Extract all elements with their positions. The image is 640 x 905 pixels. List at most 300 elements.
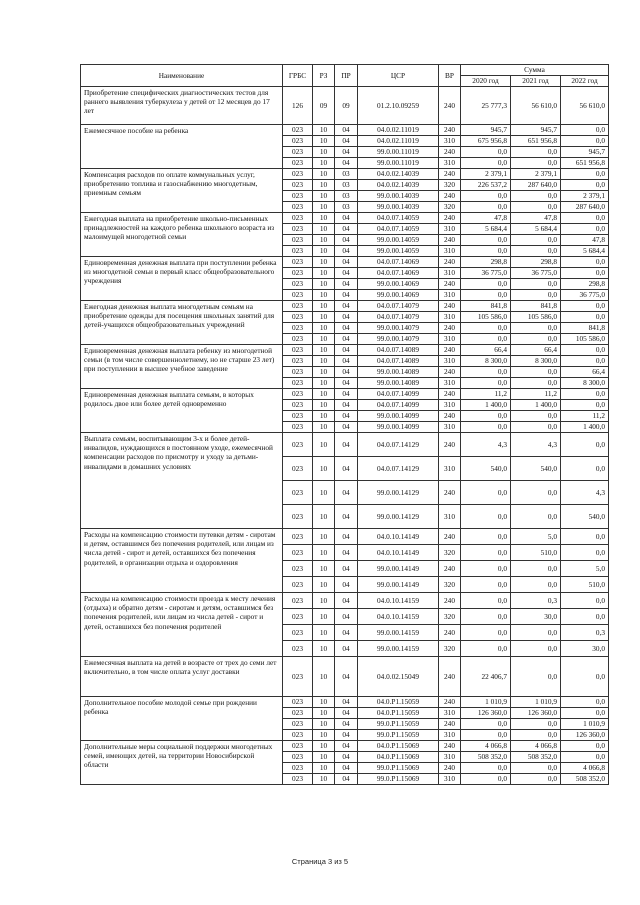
rz-cell: 10 <box>313 323 335 334</box>
csr-cell: 99.0.00.14149 <box>358 577 439 593</box>
vr-cell: 310 <box>439 334 461 345</box>
sum-2022-cell: 0,0 <box>561 125 609 136</box>
sum-2021-cell: 0,0 <box>511 323 561 334</box>
grbs-cell: 023 <box>283 763 313 774</box>
sum-2021-cell: 105 586,0 <box>511 312 561 323</box>
pr-cell: 04 <box>335 625 358 641</box>
vr-cell: 240 <box>439 411 461 422</box>
pr-cell: 04 <box>335 345 358 356</box>
vr-cell: 240 <box>439 367 461 378</box>
item-name-cell: Ежемесячная выплата на детей в возрасте от трех до семи лет включительно, в том числе оплата услуг доставки <box>81 657 283 697</box>
sum-2021-cell: 0,3 <box>511 593 561 609</box>
vr-cell: 310 <box>439 158 461 169</box>
item-name-cell: Выплата семьям, воспитывающим 3-х и более детей-инвалидов, нуждающихся в постоянном уходе, ежемесячной компенсации расходов по присмотру и уходу за детьми-инвалидами в домашних условиях <box>81 433 283 529</box>
rz-cell: 10 <box>313 268 335 279</box>
vr-cell: 310 <box>439 136 461 147</box>
sum-2022-cell: 5,0 <box>561 561 609 577</box>
grbs-cell: 023 <box>283 481 313 505</box>
csr-cell: 99.0.00.11019 <box>358 158 439 169</box>
pr-cell: 04 <box>335 641 358 657</box>
csr-cell: 99.0.00.14059 <box>358 235 439 246</box>
sum-2021-cell: 0,0 <box>511 191 561 202</box>
sum-2022-cell: 2 379,1 <box>561 191 609 202</box>
sum-2020-cell: 945,7 <box>461 125 511 136</box>
rz-cell: 10 <box>313 356 335 367</box>
grbs-cell: 023 <box>283 433 313 457</box>
sum-2021-cell: 0,0 <box>511 422 561 433</box>
pr-cell: 04 <box>335 323 358 334</box>
csr-cell: 04.0.07.14059 <box>358 224 439 235</box>
rz-cell: 10 <box>313 290 335 301</box>
pr-cell: 04 <box>335 125 358 136</box>
rz-cell: 10 <box>313 169 335 180</box>
pr-cell: 04 <box>335 657 358 697</box>
grbs-cell: 023 <box>283 730 313 741</box>
sum-2021-cell: 0,0 <box>511 334 561 345</box>
pr-cell: 04 <box>335 545 358 561</box>
grbs-cell: 023 <box>283 312 313 323</box>
rz-cell: 10 <box>313 763 335 774</box>
item-name-cell: Ежемесячное пособие на ребенка <box>81 125 283 169</box>
grbs-cell: 023 <box>283 147 313 158</box>
pr-cell: 04 <box>335 481 358 505</box>
header-csr: ЦСР <box>358 65 439 87</box>
vr-cell: 240 <box>439 625 461 641</box>
sum-2021-cell: 841,8 <box>511 301 561 312</box>
rz-cell: 10 <box>313 301 335 312</box>
vr-cell: 310 <box>439 378 461 389</box>
sum-2021-cell: 0,0 <box>511 561 561 577</box>
sum-2021-cell: 126 360,0 <box>511 708 561 719</box>
rz-cell: 10 <box>313 367 335 378</box>
item-name-cell: Единовременная денежная выплата семьям, в которых родилось двое или более детей одновременно <box>81 389 283 433</box>
sum-2022-cell: 945,7 <box>561 147 609 158</box>
vr-cell: 240 <box>439 323 461 334</box>
grbs-cell: 023 <box>283 411 313 422</box>
sum-2021-cell: 298,8 <box>511 257 561 268</box>
sum-2021-cell: 2 379,1 <box>511 169 561 180</box>
rz-cell: 10 <box>313 593 335 609</box>
sum-2020-cell: 0,0 <box>461 719 511 730</box>
sum-2021-cell: 56 610,0 <box>511 87 561 125</box>
sum-2022-cell: 126 360,0 <box>561 730 609 741</box>
vr-cell: 240 <box>439 147 461 158</box>
sum-2021-cell: 1 010,9 <box>511 697 561 708</box>
sum-2022-cell: 508 352,0 <box>561 774 609 785</box>
csr-cell: 04.0.10.14159 <box>358 593 439 609</box>
grbs-cell: 023 <box>283 697 313 708</box>
sum-2021-cell: 11,2 <box>511 389 561 400</box>
rz-cell: 10 <box>313 752 335 763</box>
rz-cell: 10 <box>313 433 335 457</box>
sum-2022-cell: 4,3 <box>561 481 609 505</box>
sum-2020-cell: 0,0 <box>461 290 511 301</box>
csr-cell: 04.0.07.14089 <box>358 345 439 356</box>
sum-2021-cell: 0,0 <box>511 763 561 774</box>
csr-cell: 99.0.00.14099 <box>358 422 439 433</box>
sum-2022-cell: 36 775,0 <box>561 290 609 301</box>
sum-2020-cell: 0,0 <box>461 202 511 213</box>
rz-cell: 10 <box>313 422 335 433</box>
vr-cell: 320 <box>439 545 461 561</box>
vr-cell: 310 <box>439 752 461 763</box>
sum-2022-cell: 540,0 <box>561 505 609 529</box>
pr-cell: 04 <box>335 356 358 367</box>
sum-2022-cell: 0,0 <box>561 136 609 147</box>
sum-2022-cell: 0,0 <box>561 593 609 609</box>
vr-cell: 310 <box>439 708 461 719</box>
pr-cell: 04 <box>335 378 358 389</box>
csr-cell: 04.0.07.14099 <box>358 389 439 400</box>
item-name-cell: Ежегодная денежная выплата многодетным семьям на приобретение одежды для посещения школьных занятий для детей-учащихся общеобразовательных учреждений <box>81 301 283 345</box>
sum-2020-cell: 0,0 <box>461 641 511 657</box>
csr-cell: 04.0.10.14149 <box>358 545 439 561</box>
table-row <box>81 345 609 356</box>
csr-cell: 99.0.P1.15059 <box>358 719 439 730</box>
grbs-cell: 023 <box>283 741 313 752</box>
csr-cell: 99.0.00.14039 <box>358 191 439 202</box>
csr-cell: 99.0.00.14159 <box>358 641 439 657</box>
csr-cell: 04.0.07.14129 <box>358 433 439 457</box>
grbs-cell: 023 <box>283 290 313 301</box>
grbs-cell: 023 <box>283 752 313 763</box>
table-row <box>81 213 609 224</box>
csr-cell: 04.0.07.14079 <box>358 301 439 312</box>
rz-cell: 10 <box>313 180 335 191</box>
grbs-cell: 023 <box>283 609 313 625</box>
sum-2022-cell: 0,0 <box>561 741 609 752</box>
vr-cell: 310 <box>439 774 461 785</box>
sum-2020-cell: 675 956,8 <box>461 136 511 147</box>
rz-cell: 10 <box>313 505 335 529</box>
grbs-cell: 023 <box>283 169 313 180</box>
item-name-cell: Единовременная денежная выплата ребенку из многодетной семьи (в том числе совершеннолетнему, но не старше 23 лет) при поступлении в высшее учебное заведение <box>81 345 283 389</box>
sum-2020-cell: 11,2 <box>461 389 511 400</box>
rz-cell: 10 <box>313 708 335 719</box>
grbs-cell: 023 <box>283 180 313 191</box>
sum-2021-cell: 0,0 <box>511 719 561 730</box>
sum-2022-cell: 0,0 <box>561 609 609 625</box>
grbs-cell: 023 <box>283 356 313 367</box>
rz-cell: 10 <box>313 529 335 545</box>
sum-2021-cell: 0,0 <box>511 481 561 505</box>
sum-2021-cell: 0,0 <box>511 641 561 657</box>
grbs-cell: 023 <box>283 191 313 202</box>
rz-cell: 10 <box>313 719 335 730</box>
rz-cell: 10 <box>313 411 335 422</box>
sum-2020-cell: 0,0 <box>461 763 511 774</box>
csr-cell: 99.0.P1.15059 <box>358 730 439 741</box>
pr-cell: 04 <box>335 505 358 529</box>
sum-2021-cell: 540,0 <box>511 457 561 481</box>
sum-2020-cell: 0,0 <box>461 158 511 169</box>
rz-cell: 10 <box>313 457 335 481</box>
pr-cell: 03 <box>335 180 358 191</box>
sum-2021-cell: 651 956,8 <box>511 136 561 147</box>
rz-cell: 10 <box>313 202 335 213</box>
csr-cell: 99.0.00.14129 <box>358 505 439 529</box>
pr-cell: 04 <box>335 334 358 345</box>
grbs-cell: 126 <box>283 87 313 125</box>
rz-cell: 10 <box>313 730 335 741</box>
sum-2020-cell: 2 379,1 <box>461 169 511 180</box>
table-body <box>81 87 609 785</box>
rz-cell: 10 <box>313 774 335 785</box>
pr-cell: 03 <box>335 191 358 202</box>
sum-2022-cell: 30,0 <box>561 641 609 657</box>
sum-2022-cell: 0,0 <box>561 697 609 708</box>
rz-cell: 10 <box>313 147 335 158</box>
csr-cell: 04.0.07.14069 <box>358 268 439 279</box>
sum-2022-cell: 841,8 <box>561 323 609 334</box>
grbs-cell: 023 <box>283 561 313 577</box>
grbs-cell: 023 <box>283 625 313 641</box>
csr-cell: 04.0.02.11019 <box>358 136 439 147</box>
sum-2022-cell: 0,0 <box>561 389 609 400</box>
sum-2020-cell: 0,0 <box>461 235 511 246</box>
pr-cell: 04 <box>335 224 358 235</box>
vr-cell: 240 <box>439 657 461 697</box>
grbs-cell: 023 <box>283 202 313 213</box>
vr-cell: 240 <box>439 345 461 356</box>
sum-2022-cell: 0,3 <box>561 625 609 641</box>
vr-cell: 240 <box>439 301 461 312</box>
sum-2020-cell: 0,0 <box>461 529 511 545</box>
vr-cell: 240 <box>439 763 461 774</box>
csr-cell: 99.0.00.11019 <box>358 147 439 158</box>
sum-2020-cell: 0,0 <box>461 411 511 422</box>
item-name-cell: Расходы на компенсацию стоимости путевки детям - сиротам и детям, оставшимся без попечения родителей, или лицам из числа детей - сирот и детей, оставшихся без попечения родителей, в организации отдыха и оздоровления <box>81 529 283 593</box>
pr-cell: 04 <box>335 730 358 741</box>
pr-cell: 04 <box>335 422 358 433</box>
sum-2021-cell: 0,0 <box>511 411 561 422</box>
sum-2020-cell: 0,0 <box>461 593 511 609</box>
sum-2021-cell: 508 352,0 <box>511 752 561 763</box>
grbs-cell: 023 <box>283 400 313 411</box>
item-name-cell: Компенсация расходов по оплате коммунальных услуг, приобретению топлива и газоснабжению многодетным, приемным семьям <box>81 169 283 213</box>
pr-cell: 04 <box>335 561 358 577</box>
sum-2022-cell: 5 684,4 <box>561 246 609 257</box>
sum-2022-cell: 0,0 <box>561 169 609 180</box>
grbs-cell: 023 <box>283 719 313 730</box>
vr-cell: 320 <box>439 180 461 191</box>
grbs-cell: 023 <box>283 389 313 400</box>
vr-cell: 240 <box>439 741 461 752</box>
sum-2020-cell: 841,8 <box>461 301 511 312</box>
vr-cell: 240 <box>439 169 461 180</box>
sum-2020-cell: 0,0 <box>461 545 511 561</box>
grbs-cell: 023 <box>283 545 313 561</box>
vr-cell: 240 <box>439 481 461 505</box>
sum-2020-cell: 4,3 <box>461 433 511 457</box>
pr-cell: 04 <box>335 577 358 593</box>
pr-cell: 04 <box>335 529 358 545</box>
sum-2022-cell: 8 300,0 <box>561 378 609 389</box>
table-row <box>81 697 609 708</box>
item-name-cell: Единовременная денежная выплата при поступлении ребенка из многодетной семьи в первый класс общеобразовательного учреждения <box>81 257 283 301</box>
rz-cell: 10 <box>313 213 335 224</box>
sum-2021-cell: 0,0 <box>511 378 561 389</box>
vr-cell: 240 <box>439 279 461 290</box>
sum-2022-cell: 0,0 <box>561 356 609 367</box>
pr-cell: 04 <box>335 279 358 290</box>
sum-2021-cell: 0,0 <box>511 730 561 741</box>
grbs-cell: 023 <box>283 378 313 389</box>
pr-cell: 04 <box>335 257 358 268</box>
csr-cell: 04.0.02.15049 <box>358 657 439 697</box>
pr-cell: 03 <box>335 169 358 180</box>
sum-2022-cell: 0,0 <box>561 257 609 268</box>
sum-2020-cell: 0,0 <box>461 279 511 290</box>
grbs-cell: 023 <box>283 213 313 224</box>
sum-2020-cell: 0,0 <box>461 378 511 389</box>
csr-cell: 99.0.00.14099 <box>358 411 439 422</box>
csr-cell: 99.0.00.14069 <box>358 290 439 301</box>
sum-2020-cell: 36 775,0 <box>461 268 511 279</box>
csr-cell: 04.0.07.14069 <box>358 257 439 268</box>
sum-2020-cell: 0,0 <box>461 625 511 641</box>
rz-cell: 10 <box>313 158 335 169</box>
sum-2020-cell: 0,0 <box>461 609 511 625</box>
header-name: Наименование <box>81 65 283 87</box>
sum-2020-cell: 0,0 <box>461 481 511 505</box>
grbs-cell: 023 <box>283 345 313 356</box>
sum-2021-cell: 36 775,0 <box>511 268 561 279</box>
vr-cell: 310 <box>439 356 461 367</box>
grbs-cell: 023 <box>283 367 313 378</box>
csr-cell: 99.0.00.14069 <box>358 279 439 290</box>
rz-cell: 10 <box>313 545 335 561</box>
sum-2022-cell: 0,0 <box>561 345 609 356</box>
grbs-cell: 023 <box>283 529 313 545</box>
sum-2020-cell: 0,0 <box>461 730 511 741</box>
sum-2020-cell: 0,0 <box>461 147 511 158</box>
sum-2022-cell: 0,0 <box>561 312 609 323</box>
pr-cell: 04 <box>335 609 358 625</box>
item-name-cell: Ежегодная выплата на приобретение школьно-письменных принадлежностей на каждого ребенка школьного возраста из малоимущей многодетной семьи <box>81 213 283 257</box>
rz-cell: 10 <box>313 741 335 752</box>
vr-cell: 240 <box>439 191 461 202</box>
sum-2020-cell: 25 777,3 <box>461 87 511 125</box>
header-year-2020: 2020 год <box>461 76 511 87</box>
vr-cell: 310 <box>439 730 461 741</box>
page-footer: Страница 3 из 5 <box>291 857 349 866</box>
pr-cell: 04 <box>335 741 358 752</box>
sum-2022-cell: 105 586,0 <box>561 334 609 345</box>
sum-2020-cell: 0,0 <box>461 774 511 785</box>
grbs-cell: 023 <box>283 257 313 268</box>
item-name-cell: Приобретение специфических диагностических тестов для раннего выявления туберкулеза у детей от 12 месяцев до 17 лет <box>81 87 283 125</box>
pr-cell: 04 <box>335 312 358 323</box>
rz-cell: 10 <box>313 389 335 400</box>
pr-cell: 04 <box>335 235 358 246</box>
sum-2022-cell: 0,0 <box>561 301 609 312</box>
sum-2022-cell: 0,0 <box>561 545 609 561</box>
vr-cell: 310 <box>439 505 461 529</box>
csr-cell: 04.0.P1.15059 <box>358 697 439 708</box>
header-grbs: ГРБС <box>283 65 313 87</box>
pr-cell: 04 <box>335 246 358 257</box>
sum-2020-cell: 1 010,9 <box>461 697 511 708</box>
pr-cell: 04 <box>335 213 358 224</box>
vr-cell: 310 <box>439 400 461 411</box>
pr-cell: 04 <box>335 268 358 279</box>
pr-cell: 04 <box>335 147 358 158</box>
sum-2021-cell: 8 300,0 <box>511 356 561 367</box>
sum-2021-cell: 0,0 <box>511 158 561 169</box>
item-name-cell: Дополнительное пособие молодой семье при рождении ребенка <box>81 697 283 741</box>
header-year-2021: 2021 год <box>511 76 561 87</box>
sum-2020-cell: 0,0 <box>461 422 511 433</box>
pr-cell: 04 <box>335 136 358 147</box>
rz-cell: 10 <box>313 334 335 345</box>
rz-cell: 10 <box>313 224 335 235</box>
sum-2022-cell: 47,8 <box>561 235 609 246</box>
sum-2020-cell: 0,0 <box>461 323 511 334</box>
pr-cell: 04 <box>335 301 358 312</box>
sum-2022-cell: 0,0 <box>561 433 609 457</box>
rz-cell: 10 <box>313 481 335 505</box>
vr-cell: 240 <box>439 719 461 730</box>
rz-cell: 10 <box>313 625 335 641</box>
pr-cell: 04 <box>335 400 358 411</box>
vr-cell: 320 <box>439 577 461 593</box>
pr-cell: 04 <box>335 719 358 730</box>
grbs-cell: 023 <box>283 158 313 169</box>
pr-cell: 04 <box>335 593 358 609</box>
csr-cell: 99.0.00.14129 <box>358 481 439 505</box>
rz-cell: 10 <box>313 279 335 290</box>
sum-2021-cell: 287 640,0 <box>511 180 561 191</box>
rz-cell: 10 <box>313 235 335 246</box>
sum-2022-cell: 287 640,0 <box>561 202 609 213</box>
grbs-cell: 023 <box>283 323 313 334</box>
vr-cell: 240 <box>439 213 461 224</box>
table-row <box>81 301 609 312</box>
vr-cell: 240 <box>439 529 461 545</box>
header-vr: ВР <box>439 65 461 87</box>
sum-2022-cell: 4 066,8 <box>561 763 609 774</box>
vr-cell: 310 <box>439 268 461 279</box>
sum-2022-cell: 0,0 <box>561 213 609 224</box>
pr-cell: 04 <box>335 433 358 457</box>
rz-cell: 10 <box>313 561 335 577</box>
sum-2022-cell: 0,0 <box>561 224 609 235</box>
table-row <box>81 389 609 400</box>
item-name-cell: Дополнительные меры социальной поддержки многодетных семей, имеющих детей, на территории Новосибирской области <box>81 741 283 785</box>
csr-cell: 99.0.00.14079 <box>358 323 439 334</box>
pr-cell: 04 <box>335 389 358 400</box>
sum-2022-cell: 0,0 <box>561 529 609 545</box>
sum-2020-cell: 0,0 <box>461 334 511 345</box>
sum-2021-cell: 5 684,4 <box>511 224 561 235</box>
sum-2021-cell: 510,0 <box>511 545 561 561</box>
grbs-cell: 023 <box>283 422 313 433</box>
pr-cell: 04 <box>335 763 358 774</box>
sum-2020-cell: 226 537,2 <box>461 180 511 191</box>
grbs-cell: 023 <box>283 708 313 719</box>
rz-cell: 10 <box>313 257 335 268</box>
header-pr: ПР <box>335 65 358 87</box>
sum-2021-cell: 4 066,8 <box>511 741 561 752</box>
rz-cell: 10 <box>313 378 335 389</box>
table-row <box>81 87 609 125</box>
csr-cell: 99.0.00.14149 <box>358 561 439 577</box>
sum-2021-cell: 0,0 <box>511 625 561 641</box>
grbs-cell: 023 <box>283 224 313 235</box>
sum-2021-cell: 0,0 <box>511 657 561 697</box>
grbs-cell: 023 <box>283 268 313 279</box>
